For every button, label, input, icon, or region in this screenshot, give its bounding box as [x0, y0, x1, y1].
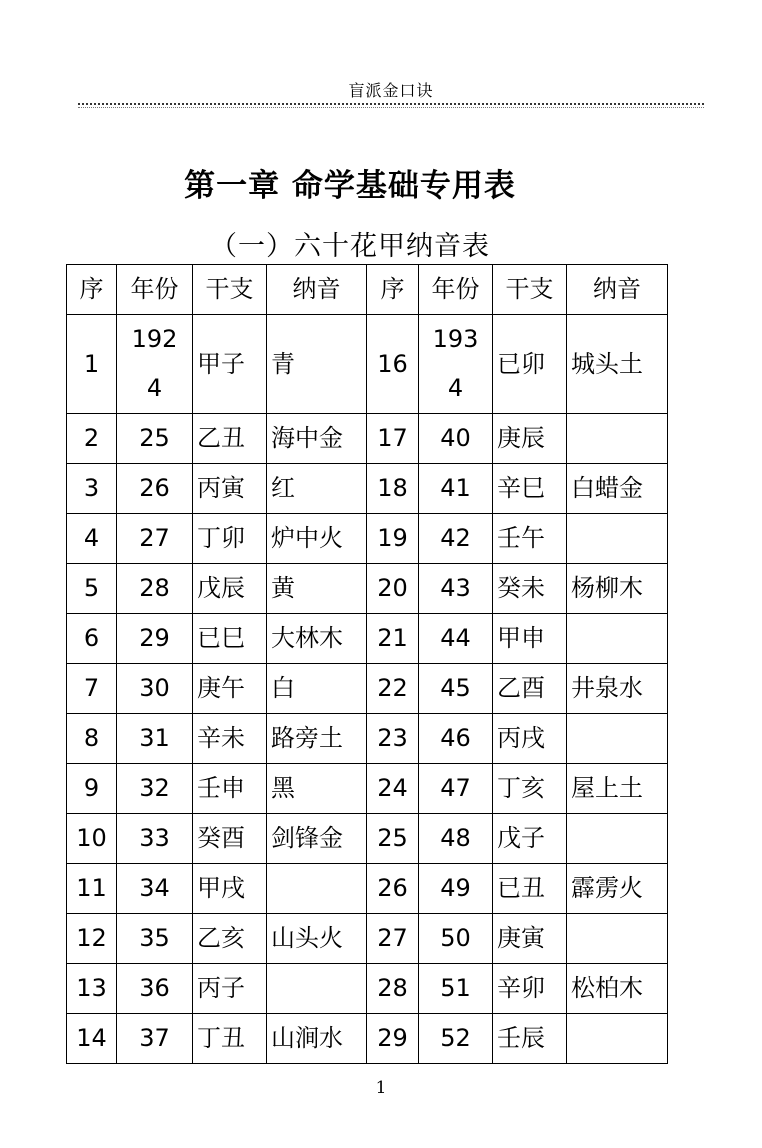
cell-nayin — [567, 1014, 668, 1064]
cell-year: 47 — [419, 764, 493, 814]
table-row — [67, 714, 668, 764]
cell-ganzhi: 丙寅 — [193, 464, 267, 514]
table-row — [67, 414, 668, 464]
cell-ganzhi: 癸酉 — [193, 814, 267, 864]
section-title: （一）六十花甲纳音表 — [210, 231, 490, 262]
cell-year: 35 — [117, 914, 193, 964]
cell-year: 50 — [419, 914, 493, 964]
cell-seq: 14 — [67, 1014, 117, 1064]
cell-nayin — [267, 964, 367, 1014]
header-nayin-2: 纳音 — [567, 265, 668, 315]
header-ganzhi: 干支 — [193, 265, 267, 315]
cell-seq: 20 — [367, 564, 419, 614]
cell-year: 52 — [419, 1014, 493, 1064]
cell-seq: 8 — [67, 714, 117, 764]
cell-year: 40 — [419, 414, 493, 464]
header-seq-2: 序 — [367, 265, 419, 315]
cell-seq: 17 — [367, 414, 419, 464]
cell-ganzhi: 丁卯 — [193, 514, 267, 564]
chapter-title: 第一章 命学基础专用表 — [184, 168, 516, 204]
cell-year: 42 — [419, 514, 493, 564]
cell-nayin: 黄 — [267, 564, 367, 614]
year-part: 4 — [146, 374, 163, 402]
year-part: 193 — [432, 325, 479, 353]
cell-seq: 24 — [367, 764, 419, 814]
cell-nayin: 杨柳木 — [567, 564, 668, 614]
table-row — [67, 315, 668, 414]
cell-seq: 18 — [367, 464, 419, 514]
cell-nayin: 松柏木 — [567, 964, 668, 1014]
cell-ganzhi: 辛巳 — [493, 464, 567, 514]
cell-nayin — [267, 864, 367, 914]
cell-seq: 25 — [367, 814, 419, 864]
cell-year: 26 — [117, 464, 193, 514]
cell-seq: 12 — [67, 914, 117, 964]
cell-year: 31 — [117, 714, 193, 764]
cell-ganzhi: 乙丑 — [193, 414, 267, 464]
table-row — [67, 564, 668, 614]
cell-nayin: 红 — [267, 464, 367, 514]
cell-nayin: 白蜡金 — [567, 464, 668, 514]
cell-nayin: 大林木 — [267, 614, 367, 664]
cell-seq: 21 — [367, 614, 419, 664]
cell-ganzhi: 戊子 — [493, 814, 567, 864]
cell-ganzhi: 丁亥 — [493, 764, 567, 814]
header-nayin: 纳音 — [267, 265, 367, 315]
cell-ganzhi: 已巳 — [193, 614, 267, 664]
cell-year: 45 — [419, 664, 493, 714]
cell-seq: 10 — [67, 814, 117, 864]
cell-ganzhi: 乙酉 — [493, 664, 567, 714]
cell-seq: 1 — [67, 315, 117, 414]
header-year: 年份 — [117, 265, 193, 315]
cell-year — [419, 315, 493, 414]
header-divider — [78, 103, 704, 105]
year-part: 4 — [447, 374, 464, 402]
header-seq: 序 — [67, 265, 117, 315]
cell-ganzhi: 庚辰 — [493, 414, 567, 464]
cell-year: 49 — [419, 864, 493, 914]
cell-seq: 13 — [67, 964, 117, 1014]
cell-year: 36 — [117, 964, 193, 1014]
cell-seq: 4 — [67, 514, 117, 564]
cell-seq: 5 — [67, 564, 117, 614]
cell-nayin — [567, 914, 668, 964]
cell-year: 29 — [117, 614, 193, 664]
cell-seq: 29 — [367, 1014, 419, 1064]
cell-year: 32 — [117, 764, 193, 814]
cell-ganzhi: 甲申 — [493, 614, 567, 664]
cell-ganzhi: 癸未 — [493, 564, 567, 614]
cell-nayin: 霹雳火 — [567, 864, 668, 914]
cell-nayin: 城头土 — [567, 315, 668, 414]
cell-ganzhi: 甲戌 — [193, 864, 267, 914]
cell-ganzhi: 壬午 — [493, 514, 567, 564]
cell-seq: 9 — [67, 764, 117, 814]
cell-ganzhi: 壬申 — [193, 764, 267, 814]
cell-nayin: 剑锋金 — [267, 814, 367, 864]
cell-year: 33 — [117, 814, 193, 864]
cell-year: 28 — [117, 564, 193, 614]
cell-year — [117, 315, 193, 414]
cell-year: 37 — [117, 1014, 193, 1064]
cell-ganzhi: 已丑 — [493, 864, 567, 914]
cell-nayin — [567, 514, 668, 564]
header-divider-secondary — [78, 107, 704, 108]
cell-year: 41 — [419, 464, 493, 514]
running-header: 盲派金口诀 — [348, 81, 434, 100]
cell-seq: 2 — [67, 414, 117, 464]
cell-year: 27 — [117, 514, 193, 564]
cell-nayin — [567, 614, 668, 664]
cell-nayin — [567, 414, 668, 464]
cell-seq: 7 — [67, 664, 117, 714]
cell-ganzhi: 乙亥 — [193, 914, 267, 964]
cell-nayin: 屋上土 — [567, 764, 668, 814]
header-ganzhi-2: 干支 — [493, 265, 567, 315]
table-row — [67, 814, 668, 864]
table-row — [67, 464, 668, 514]
cell-ganzhi: 庚午 — [193, 664, 267, 714]
cell-ganzhi: 丙戌 — [493, 714, 567, 764]
cell-year: 30 — [117, 664, 193, 714]
table-row — [67, 514, 668, 564]
table-row — [67, 1014, 668, 1064]
cell-ganzhi: 壬辰 — [493, 1014, 567, 1064]
table-row — [67, 664, 668, 714]
cell-year: 25 — [117, 414, 193, 464]
cell-year: 44 — [419, 614, 493, 664]
table-row — [67, 964, 668, 1014]
cell-nayin: 黑 — [267, 764, 367, 814]
cell-ganzhi: 甲子 — [193, 315, 267, 414]
cell-year: 34 — [117, 864, 193, 914]
cell-ganzhi: 庚寅 — [493, 914, 567, 964]
table-row — [67, 614, 668, 664]
cell-year: 51 — [419, 964, 493, 1014]
cell-seq: 16 — [367, 315, 419, 414]
cell-ganzhi: 已卯 — [493, 315, 567, 414]
table-header-row — [67, 265, 668, 315]
cell-seq: 22 — [367, 664, 419, 714]
cell-nayin: 井泉水 — [567, 664, 668, 714]
header-year-2: 年份 — [419, 265, 493, 315]
cell-nayin: 白 — [267, 664, 367, 714]
year-part: 192 — [131, 325, 178, 353]
cell-year: 48 — [419, 814, 493, 864]
cell-seq: 11 — [67, 864, 117, 914]
cell-nayin: 炉中火 — [267, 514, 367, 564]
table-row — [67, 864, 668, 914]
page-number: 1 — [375, 1078, 387, 1098]
cell-seq: 3 — [67, 464, 117, 514]
cell-nayin: 青 — [267, 315, 367, 414]
cell-nayin: 海中金 — [267, 414, 367, 464]
cell-nayin: 山涧水 — [267, 1014, 367, 1064]
cell-nayin — [567, 814, 668, 864]
cell-nayin: 山头火 — [267, 914, 367, 964]
cell-seq: 28 — [367, 964, 419, 1014]
cell-ganzhi: 丁丑 — [193, 1014, 267, 1064]
cell-year: 43 — [419, 564, 493, 614]
cell-seq: 27 — [367, 914, 419, 964]
cell-ganzhi: 辛未 — [193, 714, 267, 764]
cell-seq: 19 — [367, 514, 419, 564]
cell-year: 46 — [419, 714, 493, 764]
cell-seq: 26 — [367, 864, 419, 914]
nayin-table — [66, 264, 668, 1064]
cell-seq: 23 — [367, 714, 419, 764]
cell-ganzhi: 丙子 — [193, 964, 267, 1014]
table-row — [67, 914, 668, 964]
cell-ganzhi: 辛卯 — [493, 964, 567, 1014]
table-row — [67, 764, 668, 814]
cell-nayin — [567, 714, 668, 764]
cell-nayin: 路旁土 — [267, 714, 367, 764]
cell-seq: 6 — [67, 614, 117, 664]
cell-ganzhi: 戊辰 — [193, 564, 267, 614]
